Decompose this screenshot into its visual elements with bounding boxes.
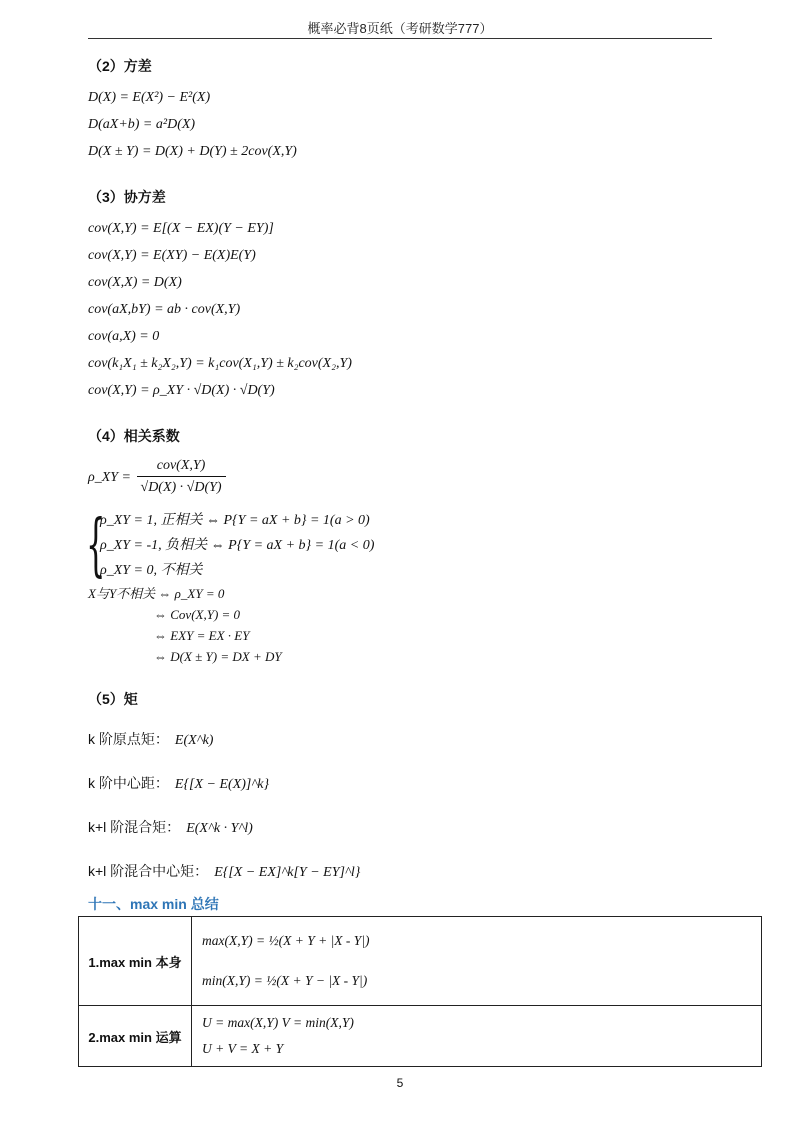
moment-expr: E{[X − E(X)]^k}: [174, 777, 270, 792]
maxmin-formula: min(X,Y) = ½(X + Y − |X - Y|): [202, 973, 368, 988]
moment-item: [88, 761, 728, 805]
correlation-cases: [88, 508, 728, 583]
moment-expr: E(X^k): [174, 733, 214, 748]
covariance-heading: （3）协方差: [88, 189, 166, 205]
uncorrelated-line: ⇔ EXY = EX · EY: [154, 628, 250, 643]
rho-lhs: ρ_XY =: [88, 470, 132, 485]
moment-label: k 阶中心距：: [88, 775, 169, 791]
maxmin-row-body: [192, 917, 762, 1006]
covariance-formula: cov(k₁X₁ ± k₂X₂,Y) = k₁cov(X₁,Y) ± k₂cov(X₂,Y): [88, 356, 352, 371]
rho-numerator: cov(X,Y): [137, 456, 226, 477]
uncorrelated-line: ⇔ Cov(X,Y) = 0: [154, 607, 241, 622]
page-content: [88, 56, 728, 893]
maxmin-formula: U = max(X,Y) V = min(X,Y): [202, 1015, 354, 1030]
covariance-formula: cov(X,Y) = ρ_XY · √D(X) · √D(Y): [88, 383, 275, 398]
uncorrelated-line: ⇔ D(X ± Y) = DX + DY: [154, 649, 282, 664]
header-rule: [88, 38, 712, 39]
covariance-formula: cov(aX,bY) = ab · cov(X,Y): [88, 302, 241, 317]
moment-label: k+l 阶混合矩：: [88, 819, 181, 835]
maxmin-row-body: [192, 1006, 762, 1067]
correlation-heading: （4）相关系数: [88, 428, 180, 444]
moment-label: k 阶原点矩：: [88, 731, 169, 747]
variance-formula: D(aX+b) = a²D(X): [88, 117, 196, 132]
rho-denominator: √D(X) · √D(Y): [140, 480, 222, 496]
maxmin-formula: max(X,Y) = ½(X + Y + |X - Y|): [202, 933, 370, 948]
covariance-formula: cov(X,X) = D(X): [88, 275, 182, 290]
moment-item: [88, 805, 728, 849]
uncorrelated-line: X与Y不相关 ⇔ ρ_XY = 0: [88, 586, 225, 601]
moments-heading: （5）矩: [88, 691, 138, 707]
covariance-formula: cov(X,Y) = E[(X − EX)(Y − EY)]: [88, 221, 274, 236]
maxmin-row-label: 1.max min 本身: [79, 917, 192, 1006]
rho-fraction: [137, 456, 226, 499]
table-row: [79, 1006, 762, 1067]
maxmin-table: [78, 916, 762, 1067]
maxmin-formula: U + V = X + Y: [202, 1041, 284, 1056]
moment-expr: E{[X − EX]^k[Y − EY]^l}: [214, 865, 361, 880]
moment-expr: E(X^k · Y^l): [186, 821, 253, 836]
correlation-definition: [88, 454, 728, 502]
correlation-case: { ρ_XY = 1, 正相关 ⇔ P{Y = aX + b} = 1(a > 0): [100, 513, 370, 528]
variance-formula: D(X) = E(X²) − E²(X): [88, 90, 211, 105]
moment-label: k+l 阶混合中心矩：: [88, 863, 209, 879]
moment-item: [88, 849, 728, 893]
variance-formula: D(X ± Y) = D(X) + D(Y) ± 2cov(X,Y): [88, 144, 297, 159]
variance-heading: （2）方差: [88, 58, 152, 74]
moment-item: [88, 717, 728, 761]
page-number: 5: [396, 1076, 404, 1090]
maxmin-section-title: 十一、max min 总结: [88, 896, 219, 912]
correlation-case: ρ_XY = -1, 负相关 ⇔ P{Y = aX + b} = 1(a < 0): [100, 538, 375, 553]
covariance-formula: cov(a,X) = 0: [88, 329, 160, 344]
correlation-case: ρ_XY = 0, 不相关: [100, 563, 203, 578]
covariance-formula: cov(X,Y) = E(XY) − E(X)E(Y): [88, 248, 256, 263]
maxmin-row-label: 2.max min 运算: [79, 1006, 192, 1067]
uncorrelated-equivalences: [88, 583, 728, 667]
table-row: [79, 917, 762, 1006]
page-header: 概率必背8页纸（考研数学777）: [307, 21, 493, 36]
